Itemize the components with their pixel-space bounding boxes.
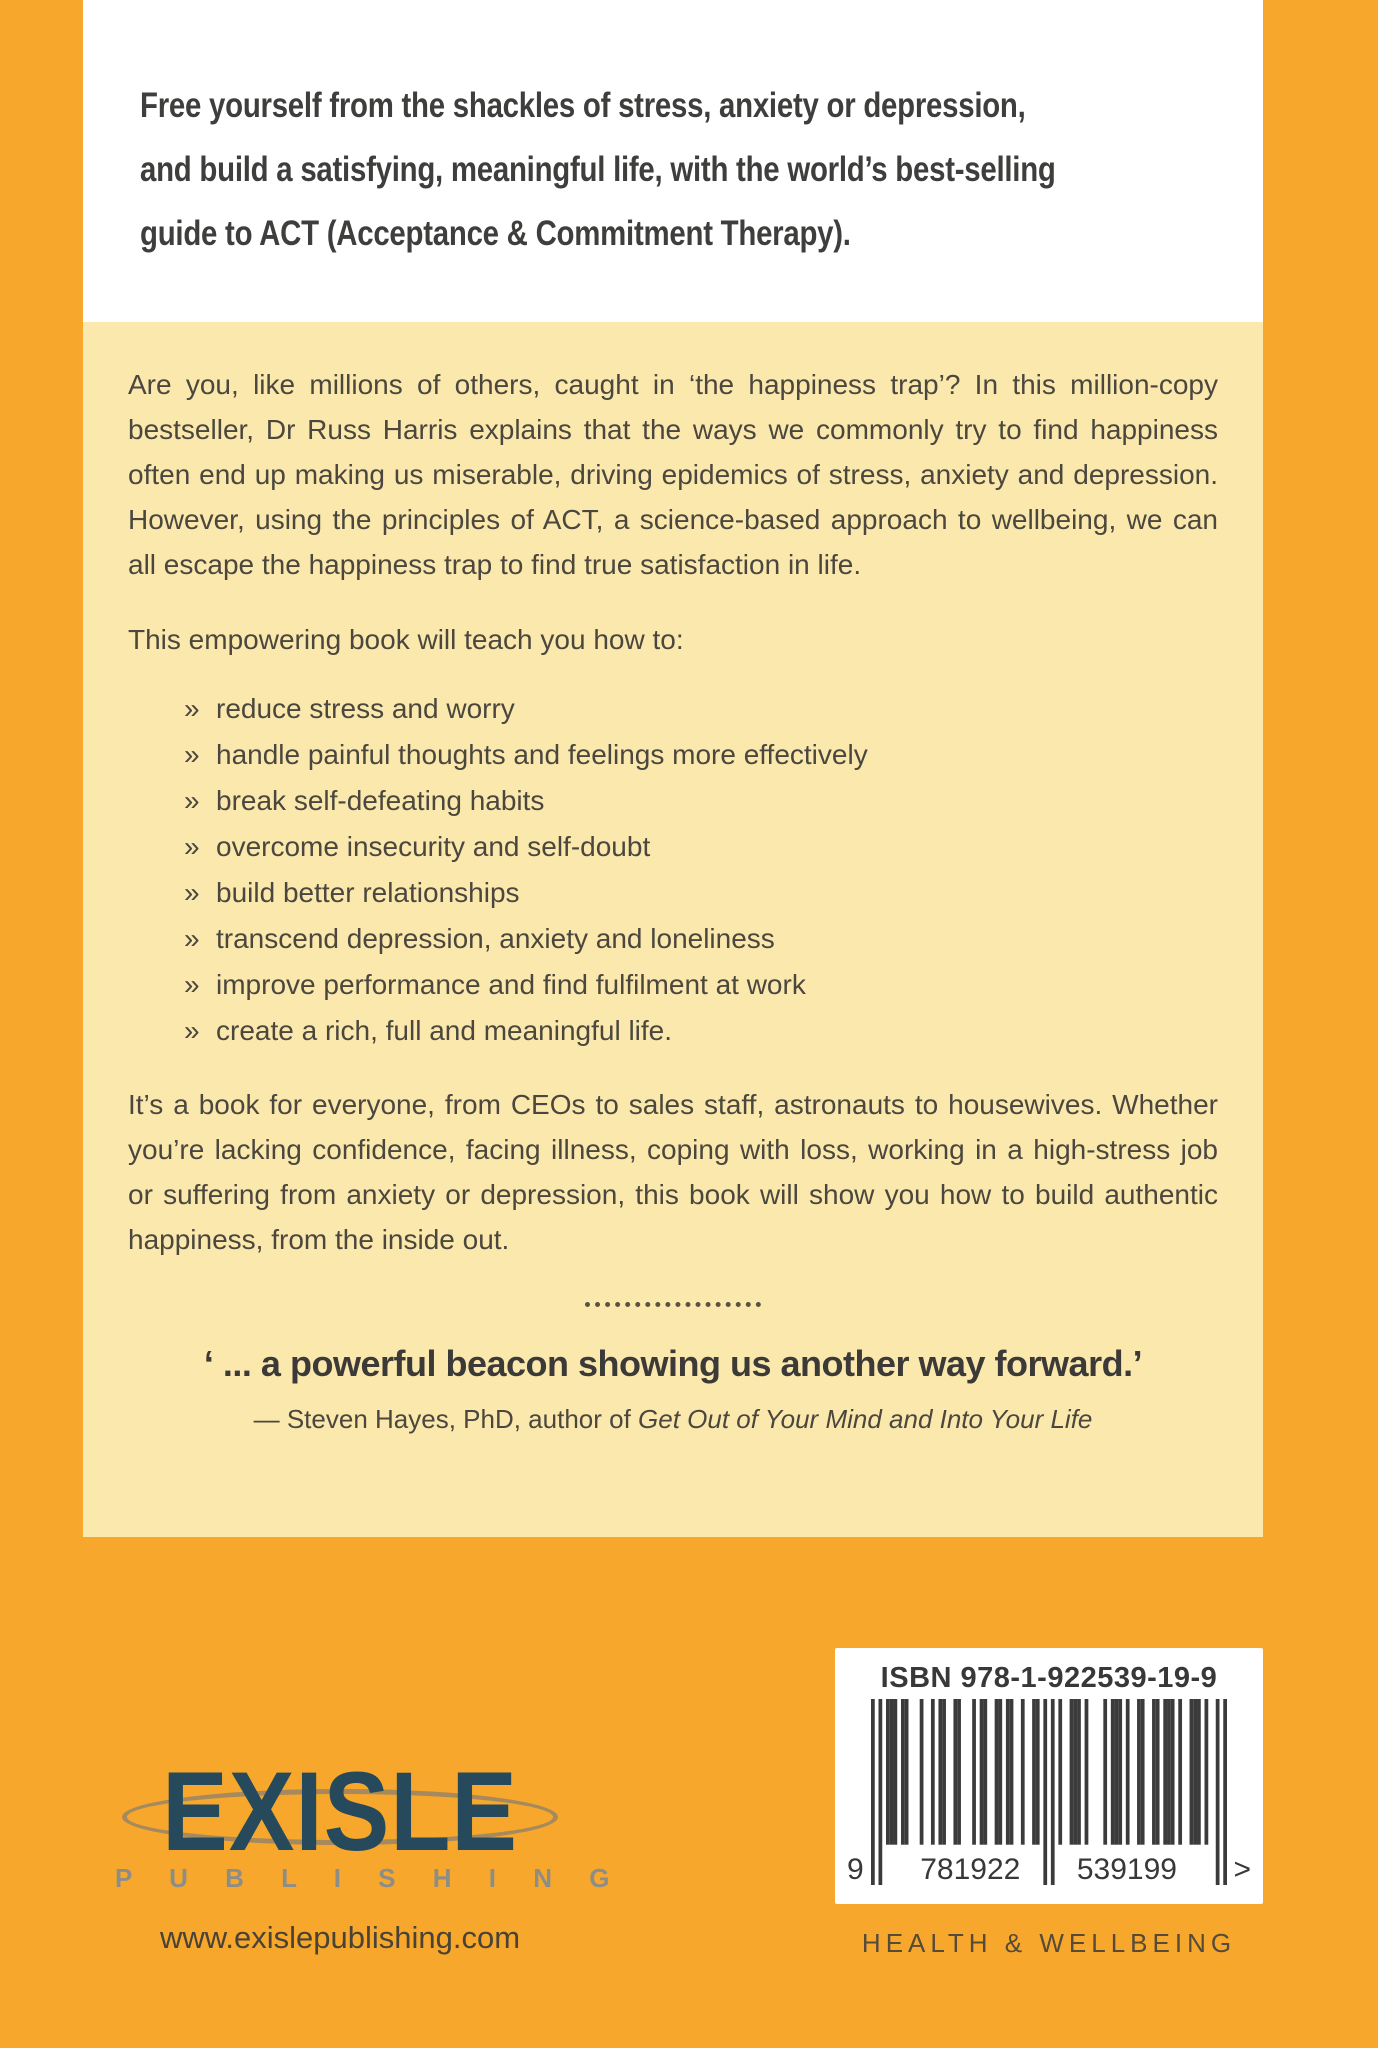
barcode-digit-group: 781922 bbox=[920, 1853, 1021, 1886]
opening-paragraph: Are you, like millions of others, caught in ‘the happiness trap’? In this million-copy bestseller, Dr Russ Harris explains that the ways we commonly try to find happiness often end up making us miserable, driving epidemics of stress, anxiety and depression. However, using the principles of ACT, a science-based approach to wellbeing, we can all escape the happiness trap to find true satisfaction in life. bbox=[128, 369, 1218, 580]
publisher-logo bbox=[100, 1749, 625, 1893]
chevron-bullet-icon: » bbox=[184, 969, 200, 1000]
list-item-text: reduce stress and worry bbox=[216, 693, 515, 724]
list-item bbox=[128, 1008, 1218, 1054]
publisher-subtitle: P U B L I S H I N G bbox=[115, 1863, 625, 1893]
category-label: HEALTH & WELLBEING bbox=[861, 1928, 1237, 1958]
list-item bbox=[128, 916, 1218, 962]
list-item-text: break self-defeating habits bbox=[216, 785, 545, 816]
attribution-text: — Steven Hayes, PhD, author of bbox=[253, 1404, 639, 1434]
barcode-digits bbox=[847, 1853, 1251, 1887]
list-item bbox=[128, 686, 1218, 732]
list-item bbox=[128, 962, 1218, 1008]
chevron-bullet-icon: » bbox=[184, 877, 200, 908]
tagline-line-2: and build a satisfying, meaningful life, with the world’s best-selling bbox=[140, 150, 1056, 189]
tagline-panel bbox=[83, 0, 1263, 322]
chevron-bullet-icon: » bbox=[184, 693, 200, 724]
barcode-arrow: > bbox=[1233, 1853, 1251, 1886]
barcode-digit-group: 9 bbox=[847, 1853, 864, 1886]
list-item-text: improve performance and find fulfilment at work bbox=[216, 969, 806, 1000]
list-item bbox=[128, 824, 1218, 870]
list-item-text: build better relationships bbox=[216, 877, 520, 908]
tagline-line-1: Free yourself from the shackles of stress, anxiety or depression, bbox=[140, 86, 1026, 125]
tagline-headline bbox=[140, 74, 1083, 266]
publisher-website: www.exislepublishing.com bbox=[159, 1920, 521, 1955]
list-intro: This empowering book will teach you how to: bbox=[128, 624, 684, 655]
benefits-list bbox=[128, 686, 1218, 1054]
list-item bbox=[128, 870, 1218, 916]
list-item-text: create a rich, full and meaningful life. bbox=[216, 1015, 673, 1046]
list-item-text: transcend depression, anxiety and loneliness bbox=[216, 923, 775, 954]
attribution-book-title: Get Out of Your Mind and Into Your Life bbox=[638, 1404, 1093, 1434]
publisher-name: EXISLE bbox=[162, 1749, 518, 1874]
list-item-text: handle painful thoughts and feelings more effectively bbox=[216, 739, 868, 770]
tagline-line-3: guide to ACT (Acceptance & Commitment Therapy). bbox=[140, 214, 851, 253]
audience-paragraph: It’s a book for everyone, from CEOs to sales staff, astronauts to housewives. Whether you’re lacking confidence, facing illness, coping with loss, working in a high-stress job or suffering from anxiety or depression, this book will show you how to build authentic happiness, from the inside out. bbox=[128, 1089, 1218, 1255]
chevron-bullet-icon: » bbox=[184, 923, 200, 954]
barcode-digit-group: 539199 bbox=[1076, 1853, 1177, 1886]
publisher-block bbox=[100, 1749, 625, 1956]
barcode-bars-wrap bbox=[847, 1699, 1251, 1885]
isbn-label: ISBN 978-1-922539-19-9 bbox=[880, 1662, 1218, 1694]
description-panel bbox=[83, 322, 1263, 1537]
chevron-bullet-icon: » bbox=[184, 1015, 200, 1046]
endorsement-quote: ‘ ... a powerful beacon showing us another way forward.’ bbox=[203, 1343, 1143, 1384]
list-item-text: overcome insecurity and self-doubt bbox=[216, 831, 651, 862]
dotted-separator bbox=[585, 1302, 761, 1307]
isbn-barcode bbox=[835, 1648, 1263, 1904]
list-item bbox=[128, 732, 1218, 778]
chevron-bullet-icon: » bbox=[184, 831, 200, 862]
endorsement-attribution bbox=[128, 1402, 1218, 1436]
chevron-bullet-icon: » bbox=[184, 739, 200, 770]
chevron-bullet-icon: » bbox=[184, 785, 200, 816]
list-item bbox=[128, 778, 1218, 824]
